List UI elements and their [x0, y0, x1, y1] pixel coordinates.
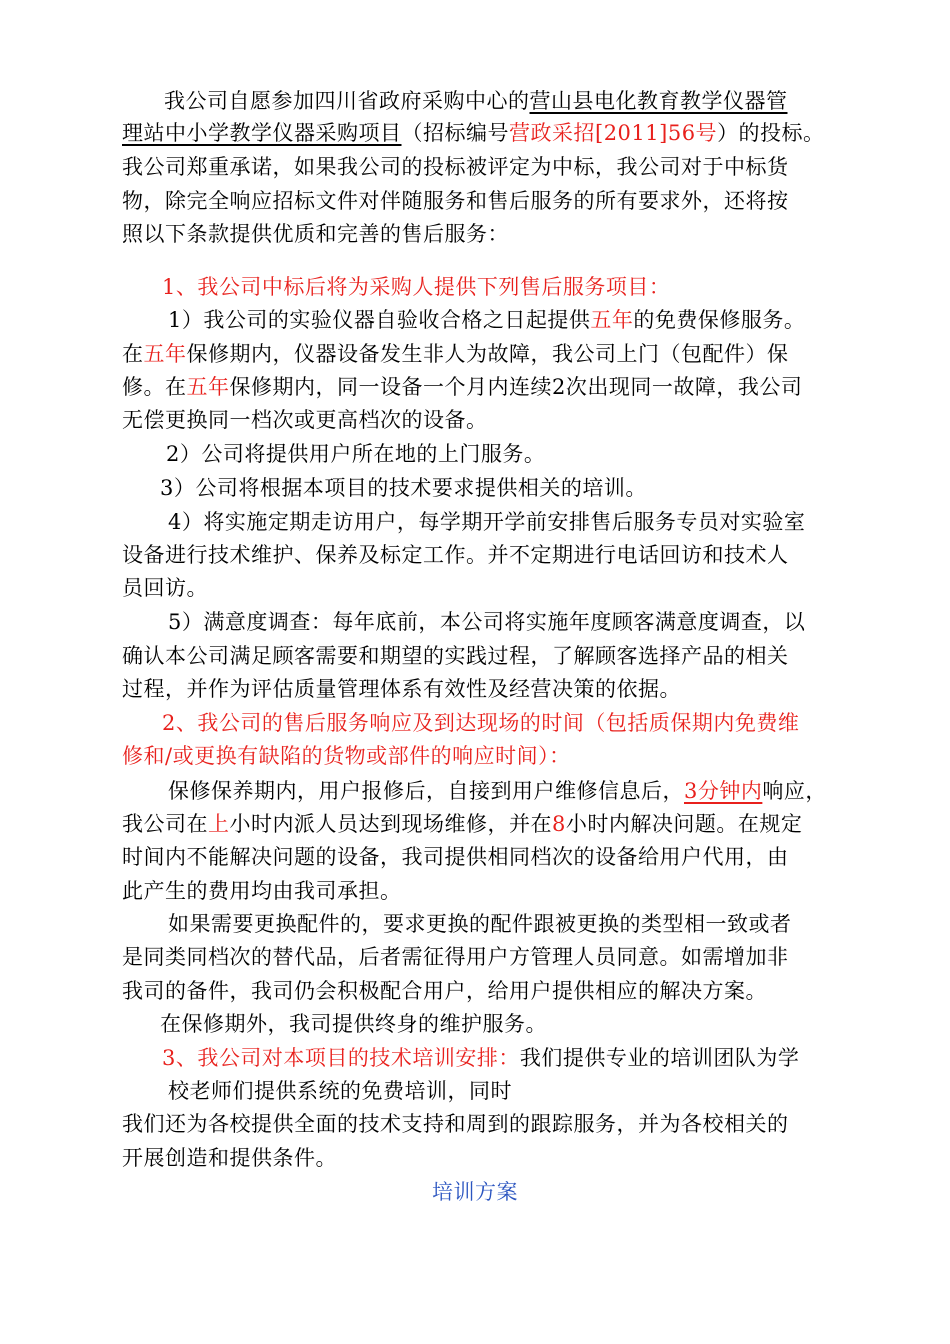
parts-line-1: 如果需要更换配件的，要求更换的配件跟被更换的类型相一致或者 — [168, 912, 792, 936]
item-1-line-3: 修。在五年保修期内，同一设备一个月内连续2次出现同一故障，我公司 — [122, 375, 803, 399]
intro-line-2: 理站中小学教学仪器采购项目（招标编号营政采招[2011]56号）的投标。 — [122, 121, 825, 145]
item-2: 2）公司将提供用户所在地的上门服务。 — [166, 442, 546, 466]
item-4-line-3: 员回访。 — [122, 576, 208, 600]
arrival-time: 上 — [208, 812, 230, 836]
intro-line-4: 物，除完全响应招标文件对伴随服务和售后服务的所有要求外，还将按 — [122, 189, 789, 213]
response-line-3: 时间内不能解决问题的设备，我司提供相同档次的设备给用户代用，由 — [122, 845, 789, 869]
item-3: 3）公司将根据本项目的技术要求提供相关的培训。 — [160, 476, 647, 500]
section-1-heading: 1、我公司中标后将为采购人提供下列售后服务项目： — [162, 275, 671, 299]
section-3-heading: 3、我公司对本项目的技术培训安排： — [162, 1046, 520, 1070]
warranty-period: 五年 — [590, 308, 634, 332]
section-3-line-2: 校老师们提供系统的免费培训，同时 — [168, 1079, 512, 1103]
parts-line-2: 是同类同档次的替代品，后者需征得用户方管理人员同意。如需增加非 — [122, 945, 789, 969]
section-3-line-1: 3、我公司对本项目的技术培训安排：我们提供专业的培训团队为学 — [162, 1046, 800, 1070]
warranty-period: 五年 — [186, 375, 230, 399]
response-line-4: 此产生的费用均由我司承担。 — [122, 879, 402, 903]
project-name-part-2: 理站中小学教学仪器采购项目 — [122, 121, 402, 145]
tender-number: 营政采招[2011]56号 — [509, 121, 718, 145]
section-2-heading-line-1: 2、我公司的售后服务响应及到达现场的时间（包括质保期内免费维 — [162, 711, 800, 735]
item-1-line-2: 在五年保修期内，仪器设备发生非人为故障，我公司上门（包配件）保 — [122, 342, 789, 366]
section-2-heading-line-2: 修和/或更换有缺陷的货物或部件的响应时间）： — [122, 744, 571, 768]
item-5-line-3: 过程，并作为评估质量管理体系有效性及经营决策的依据。 — [122, 677, 681, 701]
resolution-time: 8 — [552, 812, 566, 836]
item-5-line-1: 5）满意度调查：每年底前，本公司将实施年度顾客满意度调查，以 — [168, 610, 806, 634]
item-4-line-2: 设备进行技术维护、保养及标定工作。并不定期进行电话回访和技术人 — [122, 543, 789, 567]
item-1-line-4: 无偿更换同一档次或更高档次的设备。 — [122, 408, 488, 432]
item-1-line-1: 1）我公司的实验仪器自验收合格之日起提供五年的免费保修服务。 — [168, 308, 806, 332]
section-3-line-4: 开展创造和提供条件。 — [122, 1146, 337, 1170]
intro-line-1: 我公司自愿参加四川省政府采购中心的营山县电化教育教学仪器管 — [164, 89, 788, 113]
section-3-line-3: 我们还为各校提供全面的技术支持和周到的跟踪服务，并为各校相关的 — [122, 1112, 789, 1136]
response-line-1: 保修保养期内，用户报修后，自接到用户维修信息后，3分钟内响应， — [168, 779, 827, 803]
intro-line-3: 我公司郑重承诺，如果我公司的投标被评定为中标，我公司对于中标货 — [122, 155, 789, 179]
training-plan-title: 培训方案 — [432, 1180, 518, 1204]
warranty-period: 五年 — [143, 342, 187, 366]
response-line-2: 我公司在上小时内派人员达到现场维修，并在8小时内解决问题。在规定 — [122, 812, 803, 836]
item-5-line-2: 确认本公司满足顾客需要和期望的实践过程，了解顾客选择产品的相关 — [122, 644, 789, 668]
intro-line-5: 照以下条款提供优质和完善的售后服务： — [122, 222, 509, 246]
project-name-part-1: 营山县电化教育教学仪器管 — [529, 89, 788, 113]
item-4-line-1: 4）将实施定期走访用户，每学期开学前安排售后服务专员对实验室 — [168, 510, 806, 534]
response-time: 3分钟内 — [684, 779, 763, 803]
parts-line-3: 我司的备件，我司仍会积极配合用户，给用户提供相应的解决方案。 — [122, 979, 767, 1003]
post-warranty-line: 在保修期外，我司提供终身的维护服务。 — [160, 1012, 547, 1036]
